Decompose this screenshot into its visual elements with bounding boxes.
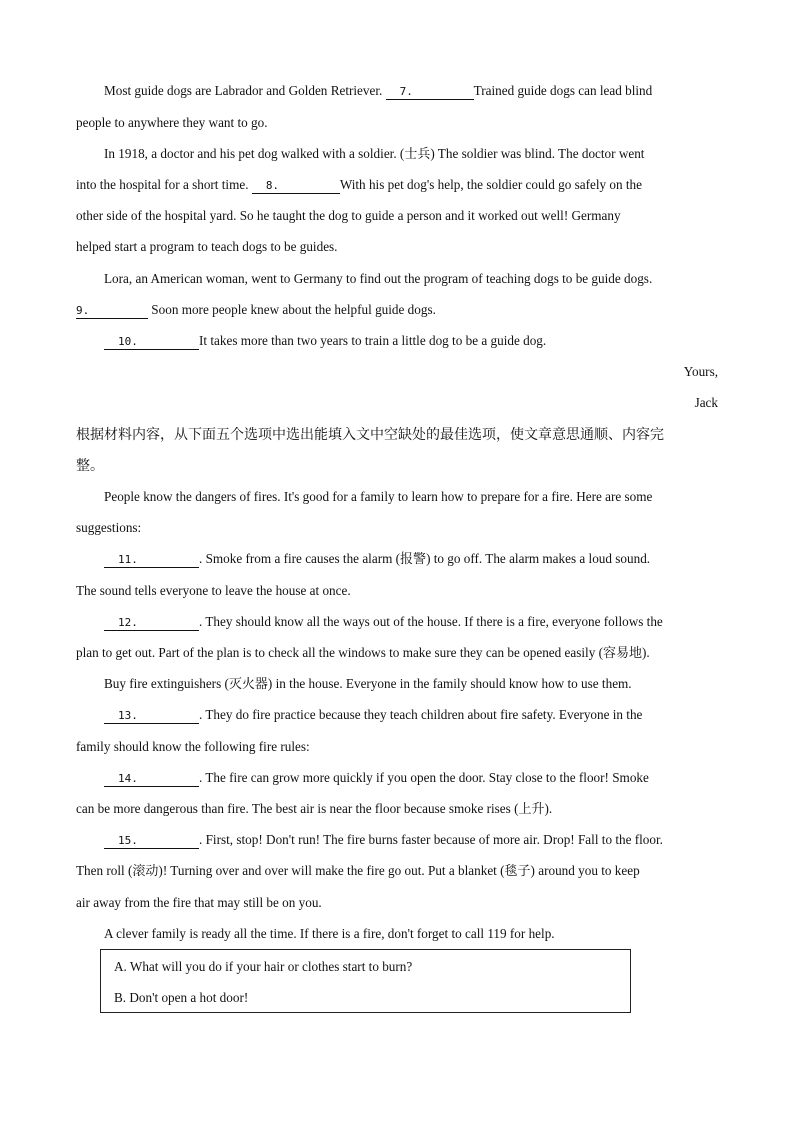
question-11-line-1: 11. . Smoke from a fire causes the alarm (报警) to go off. The alarm makes a loud sound. xyxy=(104,549,718,570)
passage2-final-line: A clever family is ready all the time. If there is a fire, don't forget to call 119 for help. xyxy=(104,926,555,941)
buy-extinguishers-line: Buy fire extinguishers (灭火器) in the house. Everyone in the family should know how to use them. xyxy=(104,676,632,692)
question-14-line-1: 14. . The fire can grow more quickly if you open the door. Stay close to the floor! Smoke xyxy=(104,768,718,788)
question-15-line-3: air away from the fire that may still be on you. xyxy=(76,895,322,910)
passage1-line-4: into the hospital for a short time. 8. With his pet dog's help, the soldier could go safely on the xyxy=(76,177,642,192)
blank-12[interactable]: 12. xyxy=(104,616,199,631)
question-11-line-2: The sound tells everyone to leave the house at once. xyxy=(76,583,351,598)
letter-signature: Jack xyxy=(694,395,718,410)
blank-15[interactable]: 15. xyxy=(104,834,199,849)
question-13-line-2: family should know the following fire rules: xyxy=(76,739,310,754)
question-15-line-2: Then roll (滚动)! Turning over and over will make the fire go out. Put a blanket (毯子) around you to keep xyxy=(76,863,640,879)
passage1-line-7: Lora, an American woman, went to Germany to find out the program of teaching dogs to be guide dogs. xyxy=(104,271,653,286)
passage1-line-1: Most guide dogs are Labrador and Golden Retriever. 7. Trained guide dogs can lead blind xyxy=(104,83,653,98)
instruction-line-2: 整。 xyxy=(76,458,104,474)
blank-13[interactable]: 13. xyxy=(104,709,199,724)
blank-9[interactable]: 9. xyxy=(76,304,148,319)
options-box xyxy=(100,949,631,1013)
question-13-line-1: 13. . They do fire practice because they teach children about fire safety. Everyone in the xyxy=(104,705,718,725)
letter-closing: Yours, xyxy=(683,364,718,379)
blank-11[interactable]: 11. xyxy=(104,553,199,568)
question-14-line-2: can be more dangerous than fire. The best air is near the floor because smoke rises (上升). xyxy=(76,801,553,817)
passage2-intro-line-1: People know the dangers of fires. It's good for a family to learn how to prepare for a fire. Here are some xyxy=(104,489,653,504)
blank-10[interactable]: 10. xyxy=(104,335,199,350)
passage1-line-6: helped start a program to teach dogs to be guides. xyxy=(76,239,338,254)
passage1-line-2: people to anywhere they want to go. xyxy=(76,115,268,130)
passage1-line-5: other side of the hospital yard. So he taught the dog to guide a person and it worked out well! Germany xyxy=(76,208,621,223)
blank-8[interactable]: 8. xyxy=(252,179,340,194)
option-a: A. What will you do if your hair or clothes start to burn? xyxy=(114,959,413,974)
instruction-line-1: 根据材料内容，从下面五个选项中选出能填入文中空缺处的最佳选项，使文章意思通顺、内容完 xyxy=(76,427,664,443)
question-12-line-1: 12. . They should know all the ways out of the house. If there is a fire, everyone follows the xyxy=(104,612,718,632)
passage1-line-3: In 1918, a doctor and his pet dog walked with a soldier. (士兵) The soldier was blind. The doctor went xyxy=(104,146,645,162)
option-b: B. Don't open a hot door! xyxy=(114,990,249,1005)
passage1-line-8: 9. Soon more people knew about the helpful guide dogs. xyxy=(76,302,436,317)
question-15-line-1: 15. . First, stop! Don't run! The fire burns faster because of more air. Drop! Fall to the floor. xyxy=(104,830,718,850)
blank-14[interactable]: 14. xyxy=(104,772,199,787)
question-12-line-2: plan to get out. Part of the plan is to check all the windows to make sure they can be opened easily (容易地). xyxy=(76,645,650,661)
passage1-line-9: 10. It takes more than two years to train a little dog to be a guide dog. xyxy=(104,331,718,351)
passage2-intro-line-2: suggestions: xyxy=(76,520,142,535)
blank-7[interactable]: 7. xyxy=(386,85,474,100)
